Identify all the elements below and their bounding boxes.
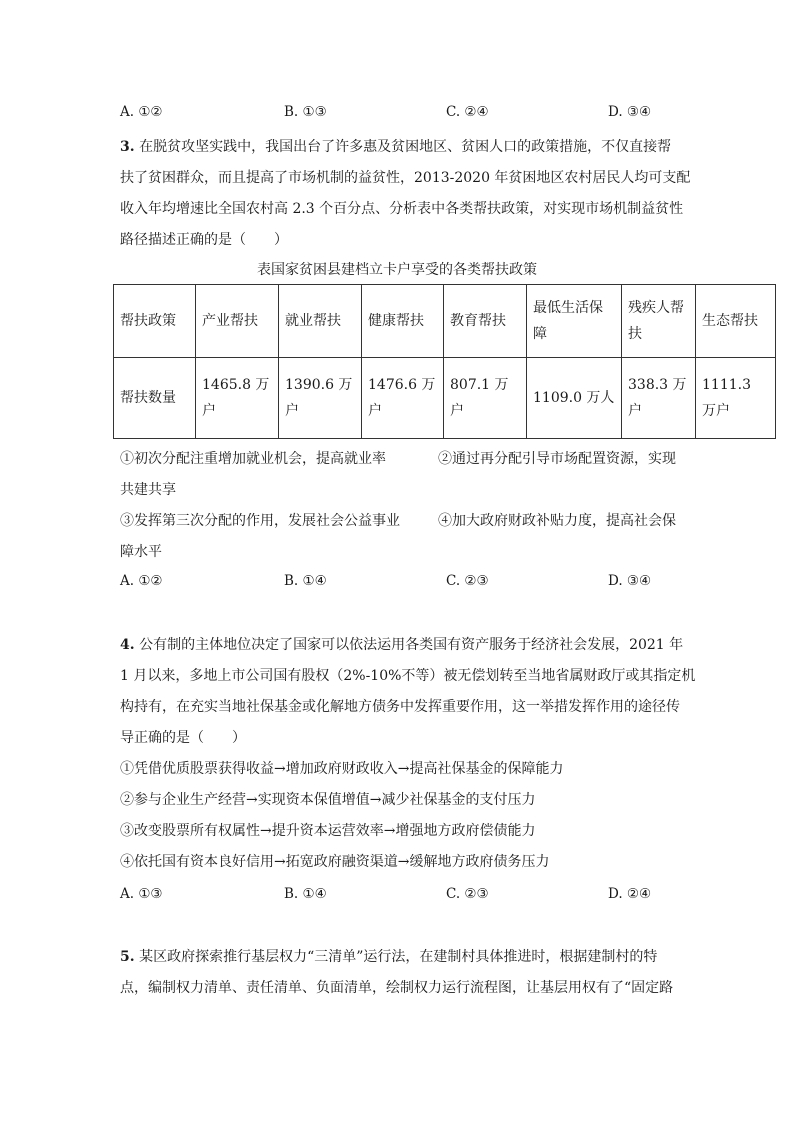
q4-statement-2: ②参与企业生产经营→实现资本保值增值→减少社保基金的支付压力 — [120, 792, 536, 808]
table-cell: 1109.0 万人 — [527, 358, 622, 439]
q3-statement-4-cont: 障水平 — [120, 544, 162, 560]
table-caption: 表国家贫困县建档立卡户享受的各类帮扶政策 — [257, 262, 537, 278]
table-row — [114, 358, 776, 439]
q3-text-1: 在脱贫攻坚实践中，我国出台了许多惠及贫困地区、贫困人口的政策措施，不仅直接帮 — [139, 139, 672, 155]
q4-line-2: 1 月以来，多地上市公司国有股权（2%-10%不等）被无偿划转至当地省属财政厅或其指定机 — [120, 668, 696, 684]
q5-line-1 — [120, 947, 680, 967]
table-header-cell: 健康帮扶 — [362, 285, 444, 358]
q3-line-1 — [120, 137, 680, 157]
q4-option-b: B. ①④ — [284, 886, 327, 902]
q3-statement-2: ②通过再分配引导市场配置资源，实现 — [438, 451, 676, 467]
q4-statement-1: ①凭借优质股票获得收益→增加政府财政收入→提高社保基金的保障能力 — [120, 761, 564, 777]
q3-statement-4: ④加大政府财政补贴力度，提高社会保 — [438, 513, 676, 529]
table-header-cell: 帮扶政策 — [114, 285, 196, 358]
q2-option-c: C. ②④ — [446, 104, 489, 120]
table-header-cell: 残疾人帮扶 — [622, 285, 696, 358]
table-cell: 1465.8 万户 — [196, 358, 279, 439]
q3-option-b: B. ①④ — [284, 573, 327, 589]
q5-line-2: 点，编制权力清单、责任清单、负面清单，绘制权力运行流程图，让基层用权有了“固定路 — [120, 980, 674, 996]
table-cell: 1390.6 万户 — [279, 358, 362, 439]
table-cell: 帮扶数量 — [114, 358, 196, 439]
table-cell: 338.3 万户 — [622, 358, 696, 439]
table-header-cell: 产业帮扶 — [196, 285, 279, 358]
q5-number: 5. — [120, 949, 135, 965]
q3-statement-3: ③发挥第三次分配的作用，发展社会公益事业 — [120, 513, 400, 529]
q5-text-1: 某区政府探索推行基层权力“三清单”运行法，在建制村具体推进时，根据建制村的特 — [139, 949, 658, 965]
table-cell: 1476.6 万户 — [362, 358, 444, 439]
q4-line-4: 导正确的是（ ） — [120, 730, 246, 746]
q4-options — [120, 886, 680, 910]
q4-statement-3: ③改变股票所有权属性→提升资本运营效率→增强地方政府偿债能力 — [120, 823, 536, 839]
table-cell: 807.1 万户 — [444, 358, 527, 439]
q4-text-1: 公有制的主体地位决定了国家可以依法运用各类国有资产服务于经济社会发展，2021 年 — [139, 637, 684, 653]
q3-option-a: A. ①② — [120, 573, 163, 589]
table-cell: 1111.3 万户 — [696, 358, 776, 439]
table-header-cell: 教育帮扶 — [444, 285, 527, 358]
table-header-row — [114, 285, 776, 358]
q3-line-4: 路径描述正确的是（ ） — [120, 232, 288, 248]
q4-option-d: D. ②④ — [608, 886, 652, 902]
table-header-cell: 生态帮扶 — [696, 285, 776, 358]
q3-option-d: D. ③④ — [608, 573, 652, 589]
q2-option-a: A. ①② — [120, 104, 163, 120]
q3-options — [120, 573, 680, 597]
q3-line-2: 扶了贫困群众，而且提高了市场机制的益贫性，2013-2020 年贫困地区农村居民人均可支配 — [120, 170, 691, 186]
q3-line-3: 收入年均增速比全国农村高 2.3 个百分点、分析表中各类帮扶政策，对实现市场机制益贫性 — [120, 201, 684, 217]
q2-option-d: D. ③④ — [608, 104, 652, 120]
q2-option-b: B. ①③ — [284, 104, 327, 120]
q4-number: 4. — [120, 637, 135, 653]
q3-statement-1: ①初次分配注重增加就业机会，提高就业率 — [120, 451, 386, 467]
q4-line-1 — [120, 635, 684, 655]
table-header-cell: 就业帮扶 — [279, 285, 362, 358]
q3-option-c: C. ②③ — [446, 573, 489, 589]
q4-option-a: A. ①③ — [120, 886, 163, 902]
q2-options — [120, 104, 680, 128]
table-header-cell: 最低生活保障 — [527, 285, 622, 358]
q4-option-c: C. ②③ — [446, 886, 489, 902]
policy-table — [113, 284, 776, 439]
q4-line-3: 构持有，在充实当地社保基金或化解地方债务中发挥重要作用，这一举措发挥作用的途径传 — [120, 699, 680, 715]
q4-statement-4: ④依托国有资本良好信用→拓宽政府融资渠道→缓解地方政府债务压力 — [120, 854, 550, 870]
q3-statement-2-cont: 共建共享 — [120, 482, 176, 498]
q3-number: 3. — [120, 139, 135, 155]
